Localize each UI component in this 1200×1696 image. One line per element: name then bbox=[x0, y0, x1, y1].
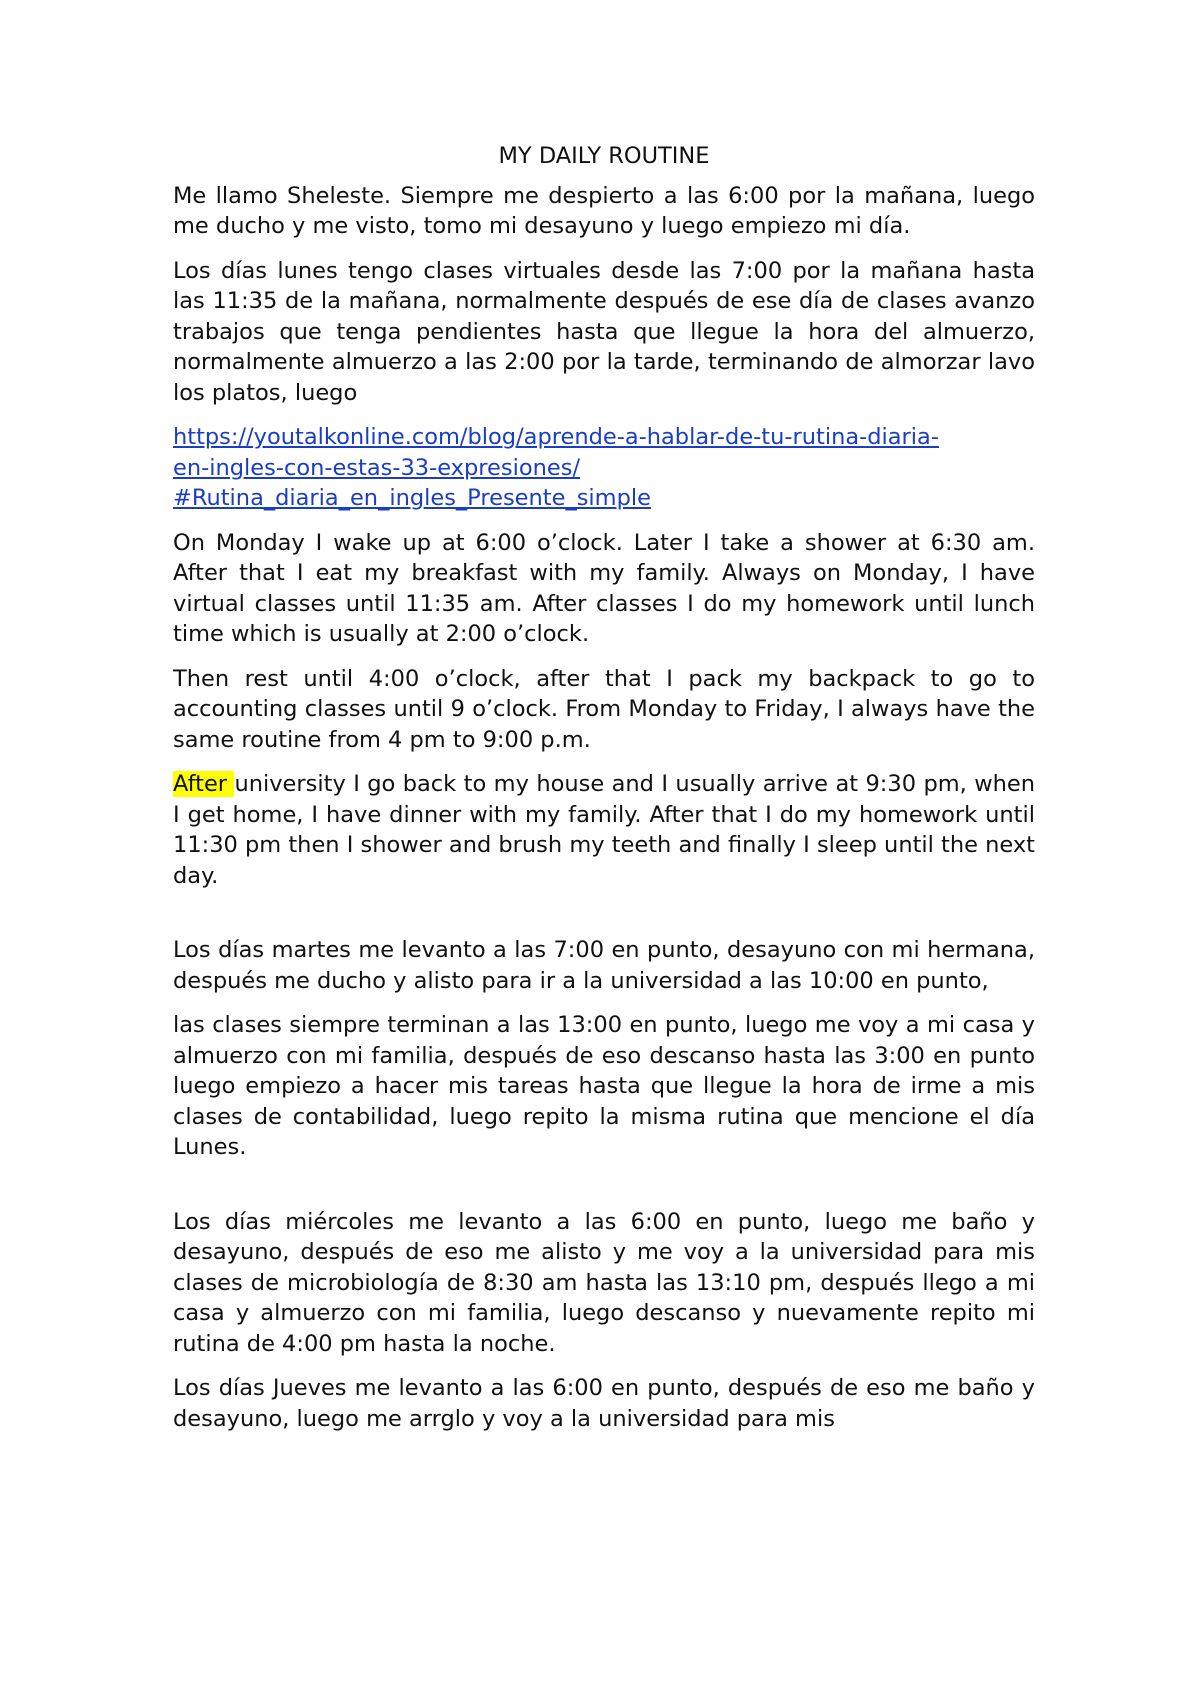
paragraph-monday-en: On Monday I wake up at 6:00 o’clock. Later I take a shower at 6:30 am. After that I eat my breakfast with my family. Always on Monday, I have virtual classes until 11:35 am. After classes I do my homework until lunch time which is usually at 2:00 o’clock. bbox=[173, 529, 1035, 647]
blank-line bbox=[173, 1177, 1035, 1207]
paragraph-afternoon-en: Then rest until 4:00 o’clock, after that I pack my backpack to go to accounting classes until 9 o’clock. From Monday to Friday, I always have the same routine from 4 pm to 9:00 p.m. bbox=[173, 665, 1035, 753]
reference-link-line-1[interactable]: https://youtalkonline.com/blog/aprende-a-hablar-de-tu-rutina-diaria- bbox=[173, 424, 939, 450]
paragraph-tuesday-afternoon-es: las clases siempre terminan a las 13:00 en punto, luego me voy a mi casa y almuerzo con mi familia, después de eso descanso hasta las 3:00 en punto luego empiezo a hacer mis tareas hasta que llegue la hora de irme a mis clases de contabilidad, luego repito la misma rutina que mencione el día Lunes. bbox=[173, 1012, 1035, 1160]
reference-link-block bbox=[173, 422, 1035, 514]
reference-link-line-2[interactable]: en-ingles-con-estas-33-expresiones/ bbox=[173, 454, 581, 481]
blank-line bbox=[173, 905, 1035, 935]
reference-link-anchor[interactable]: #Rutina_diaria_en_ingles_Presente_simple bbox=[173, 485, 651, 511]
document-body bbox=[173, 141, 1035, 1448]
paragraph-evening-en bbox=[173, 769, 1035, 891]
paragraph-tuesday-es: Los días martes me levanto a las 7:00 en punto, desayuno con mi hermana, después me ducho y alisto para ir a la universidad a las 10:00 en punto, bbox=[173, 937, 1035, 994]
paragraph-intro: Me llamo Sheleste. Siempre me despierto a las 6:00 por la mañana, luego me ducho y me visto, tomo mi desayuno y luego empiezo mi día. bbox=[173, 182, 1035, 239]
document-title: MY DAILY ROUTINE bbox=[498, 143, 710, 169]
paragraph-thursday-es: Los días Jueves me levanto a las 6:00 en punto, después de eso me baño y desayuno, luego me arrglo y voy a la universidad para mis bbox=[173, 1375, 1035, 1432]
paragraph-monday-es: Los días lunes tengo clases virtuales desde las 7:00 por la mañana hasta las 11:35 de la mañana, normalmente después de ese día de clases avanzo trabajos que tenga pendientes hasta que llegue la hora del almuerzo, normalmente almuerzo a las 2:00 por la tarde, terminando de almorzar lavo los platos, luego bbox=[173, 257, 1035, 406]
paragraph-wednesday-es: Los días miércoles me levanto a las 6:00 en punto, luego me baño y desayuno, después de eso me alisto y me voy a la universidad para mis clases de microbiología de 8:30 am hasta las 13:10 pm, después llego a mi casa y almuerzo con mi familia, luego descanso y nuevamente repito mi rutina de 4:00 pm hasta la noche. bbox=[173, 1208, 1035, 1357]
highlighted-word: After bbox=[173, 771, 235, 797]
paragraph-evening-en-text: university I go back to my house and I usually arrive at 9:30 pm, when I get home, I have dinner with my family. After that I do my homework until 11:30 pm then I shower and brush my teeth and finally I sleep until the next day. bbox=[173, 771, 1035, 889]
